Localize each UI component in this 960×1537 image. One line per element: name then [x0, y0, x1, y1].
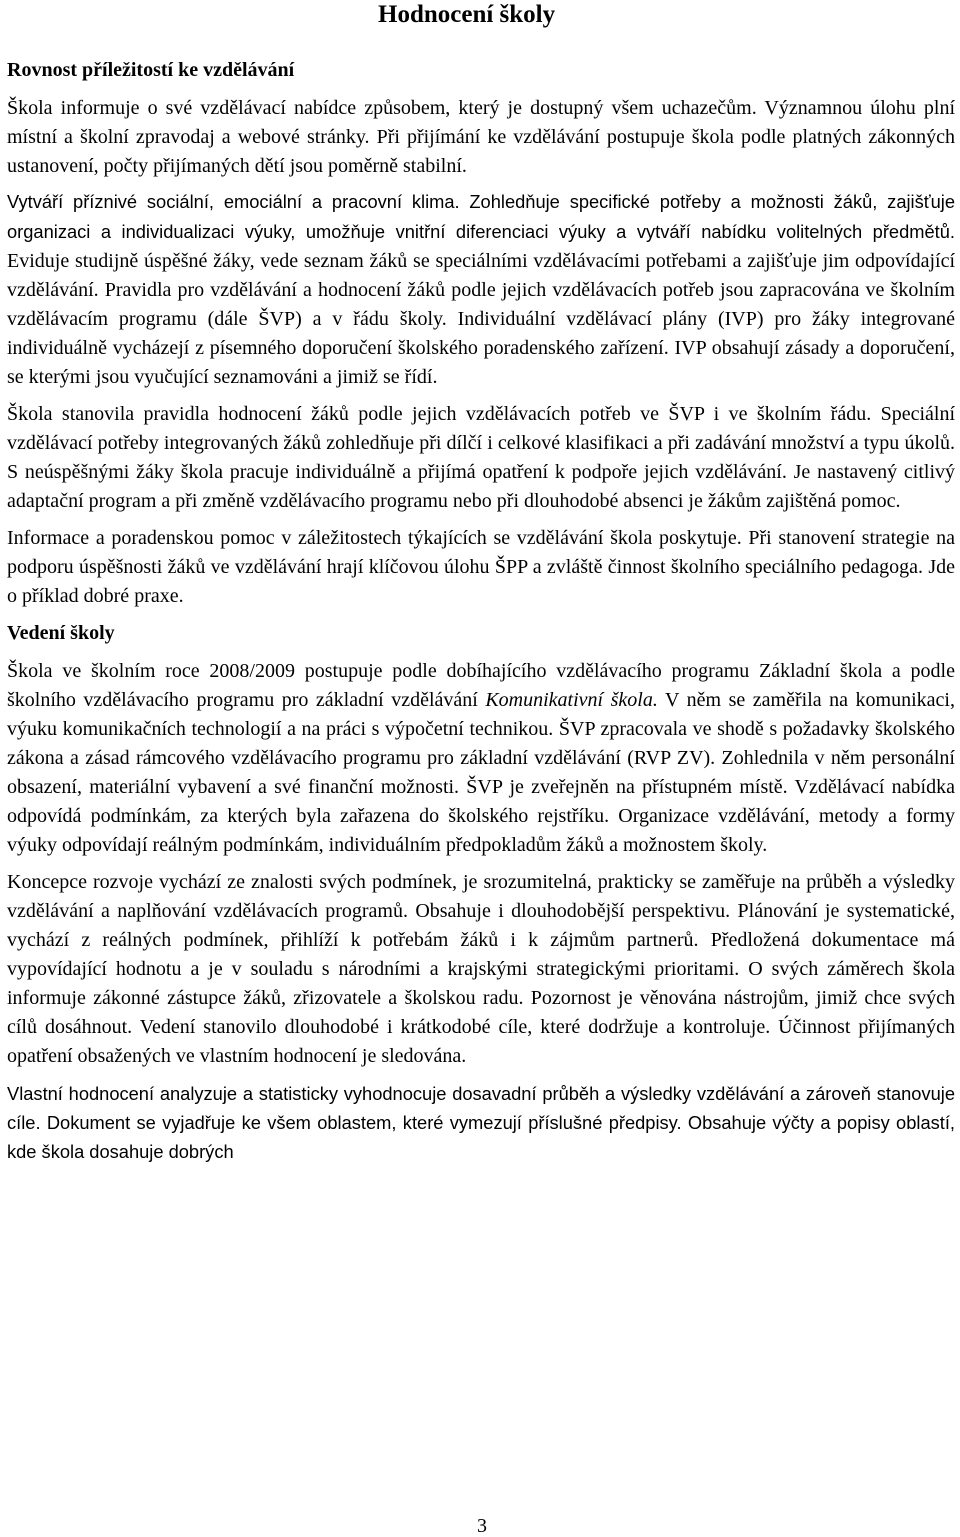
paragraph-text: Škola ve školním roce 2008/2009 postupuje podle dobíhajícího vzdělávacího programu Základní škola a podle školního vzdělávacího programu pro základní vzdělávání: [7, 660, 955, 711]
page-number-text: 3: [477, 1515, 487, 1537]
paragraph-sentence: Vytváří příznivé sociální, emociální a pracovní klima.: [7, 191, 460, 212]
page-number: [0, 1515, 960, 1537]
document-body: [7, 56, 955, 1174]
paragraph: [7, 187, 955, 392]
paragraph: Informace a poradenskou pomoc v záležitostech týkajících se vzdělávání škola poskytuje. Při stanovení strategie na podporu úspěšnosti žáků ve vzdělávání hrají klíčovou úlohu ŠPP a zvláště činnost školního speciálního pedagoga. Jde o příklad dobré praxe.: [7, 527, 955, 607]
page-header-title: Hodnocení školy: [378, 1, 556, 28]
paragraph-text: V něm se zaměřila na komunikaci, výuku komunikačních technologií a na práci s výpočetní technikou. ŠVP zpracovala ve shodě s požadavky školského zákona a zásad rámcového vzdělávacího programu pro základní vzdělávání (RVP ZV). Zohlednila v něm personální obsazení, materiální vybavení a své finanční možnosti. ŠVP je zveřejněn na přístupném místě. Vzdělávací nabídka odpovídá podmínkám, za kterých byla zařazena do školského rejstříku. Organizace vzdělávání, metody a formy výuky odpovídají reálným podmínkám, individuálním předpokladům žáků a možnostem školy.: [7, 689, 955, 856]
section-heading-equal-opportunity: Rovnost příležitostí ke vzdělávání: [7, 59, 295, 81]
paragraph: Koncepce rozvoje vychází ze znalosti svých podmínek, je srozumitelná, prakticky se zaměřuje na průběh a výsledky vzdělávání a naplňování vzdělávacích programů. Obsahuje i dlouhodobější perspektivu. Plánování je systematické, vychází z reálných podmínek, přihlíží k potřebám žáků i k zájmům partnerů. Předložená dokumentace má vypovídající hodnotu a je v souladu s národními a krajskými strategickými prioritami. O svých záměrech škola informuje zákonné zástupce žáků, zřizovatele a školskou radu. Pozornost je věnována nástrojům, jimiž chce svých cílů dosáhnout. Vedení stanovilo dlouhodobé i krátkodobé cíle, které dodržuje a kontroluje. Účinnost přijímaných opatření obsažených ve vlastním hodnocení je sledována.: [7, 871, 955, 1067]
paragraph: [7, 657, 955, 860]
program-name: Komunikativní škola.: [485, 689, 658, 711]
paragraph-sentence: Zohledňuje specifické potřeby a možnosti žáků, zajišťuje organizaci a individualizaci výuky, umožňuje vnitřní diferenciaci výuky a vytváří nabídku volitelných předmětů.: [7, 191, 955, 242]
section-heading-school-management: Vedení školy: [7, 622, 115, 644]
paragraph: Škola informuje o své vzdělávací nabídce způsobem, který je dostupný všem uchazečům. Významnou úlohu plní místní a školní zpravodaj a webové stránky. Při přijímání ke vzdělávání postupuje škola podle platných zákonných ustanovení, počty přijímaných dětí jsou poměrně stabilní.: [7, 97, 955, 177]
paragraph: Vlastní hodnocení analyzuje a statisticky vyhodnocuje dosavadní průběh a výsledky vzdělávání a zároveň stanovuje cíle. Dokument se vyjadřuje ke všem oblastem, které vymezují příslušné předpisy. Obsahuje výčty a popisy oblastí, kde škola dosahuje dobrých: [7, 1083, 955, 1162]
paragraph: Škola stanovila pravidla hodnocení žáků podle jejich vzdělávacích potřeb ve ŠVP i ve školním řádu. Speciální vzdělávací potřeby integrovaných žáků zohledňuje při dílčí i celkové klasifikaci a při zadávání množství a typu úkolů. S neúspěšnými žáky škola pracuje individuálně a přijímá opatření k podpoře jejich vzdělávání. Je nastavený citlivý adaptační program a při změně vzdělávacího programu nebo při dlouhodobé absenci je žákům zajištěná pomoc.: [7, 403, 955, 512]
paragraph-sentence: Eviduje studijně úspěšné žáky, vede seznam žáků se speciálními vzdělávacími potřebami a zajišťuje jim odpovídající vzdělávání. Pravidla pro vzdělávání a hodnocení žáků podle jejich vzdělávacích potřeb jsou zapracována ve školním vzdělávacím programu (dále ŠVP) a v řádu školy. Individuální vzdělávací plány (IVP) pro žáky integrované individuálně vycházejí z písemného doporučení školského poradenského zařízení. IVP obsahují zásady a doporučení, se kterými jsou vyučující seznamováni a jimiž se řídí.: [7, 250, 955, 388]
